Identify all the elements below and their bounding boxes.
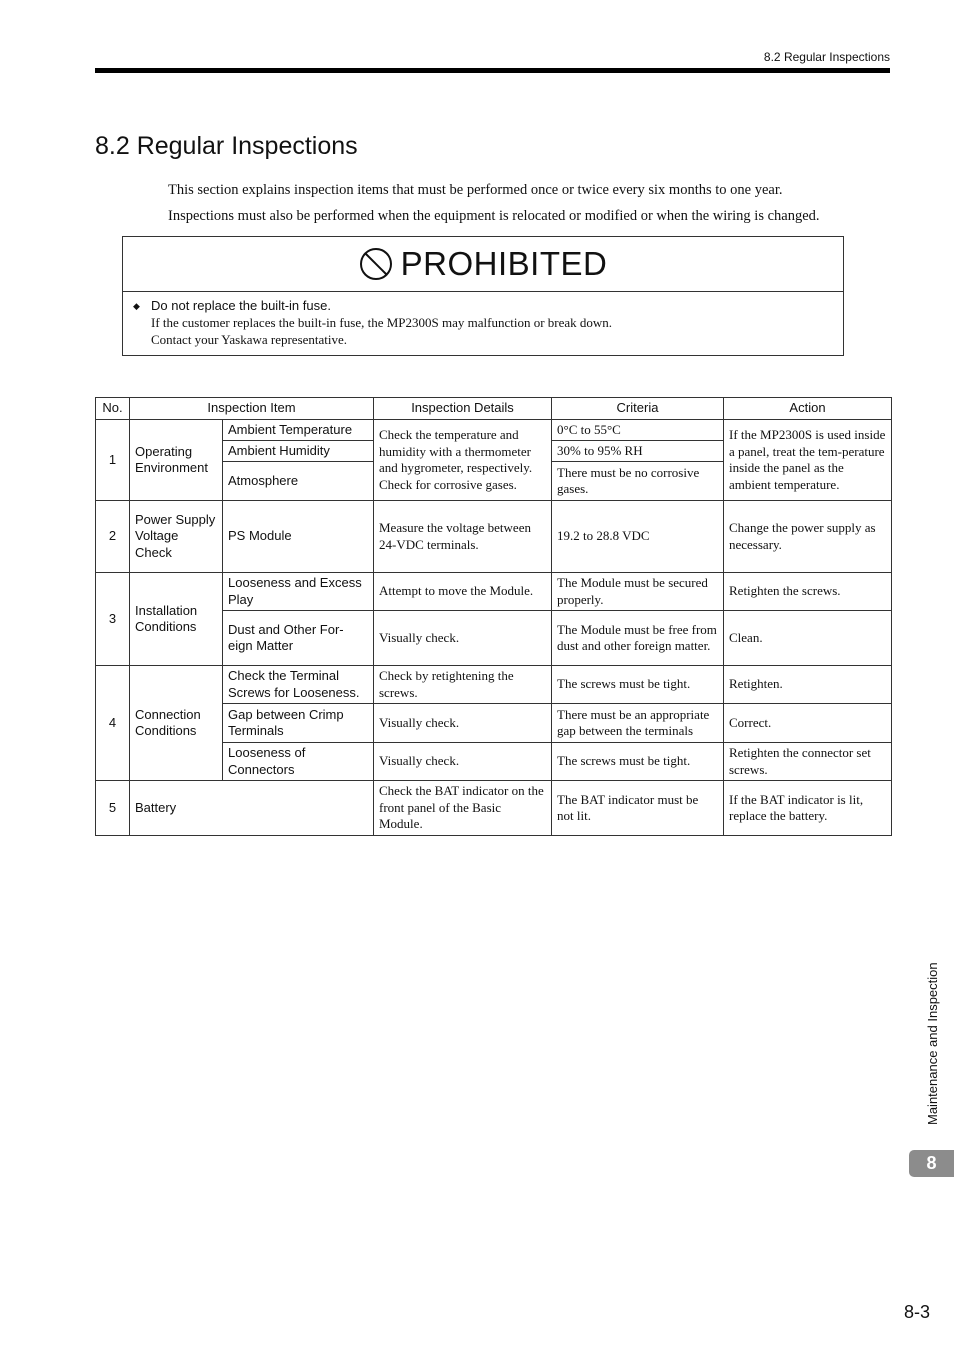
inspection-subitem: Dust and Other For-eign Matter bbox=[223, 611, 374, 666]
inspection-details: Visually check. bbox=[374, 704, 552, 743]
intro-paragraph-2: Inspections must also be performed when the equipment is relocated or modified or when the wiring is changed. bbox=[168, 208, 820, 224]
col-header-inspection-details: Inspection Details bbox=[374, 398, 552, 420]
inspection-subitem: Looseness and Excess Play bbox=[223, 573, 374, 611]
criteria: The screws must be tight. bbox=[552, 743, 724, 781]
action: Retighten the screws. bbox=[724, 573, 892, 611]
criteria: 30% to 95% RH bbox=[552, 441, 724, 462]
inspection-subitem: Gap between Crimp Terminals bbox=[223, 704, 374, 743]
inspection-details: Visually check. bbox=[374, 743, 552, 781]
chapter-tab: 8 bbox=[909, 1150, 954, 1177]
col-header-inspection-item: Inspection Item bbox=[130, 398, 374, 420]
criteria: The Module must be secured properly. bbox=[552, 573, 724, 611]
prohibited-body bbox=[123, 292, 843, 348]
intro-paragraph-1: This section explains inspection items that must be performed once or twice every six months to one year. bbox=[168, 182, 783, 198]
criteria: The Module must be free from dust and other foreign matter. bbox=[552, 611, 724, 666]
row-number: 4 bbox=[96, 666, 130, 781]
criteria: 0°C to 55°C bbox=[552, 420, 724, 441]
inspection-table bbox=[95, 397, 892, 836]
action: If the MP2300S is used inside a panel, treat the tem-perature inside the panel as the ambient temperature. bbox=[724, 420, 892, 501]
inspection-subitem: Atmosphere bbox=[223, 462, 374, 501]
col-header-action: Action bbox=[724, 398, 892, 420]
action: Retighten. bbox=[724, 666, 892, 704]
action: Retighten the connector set screws. bbox=[724, 743, 892, 781]
action: Clean. bbox=[724, 611, 892, 666]
criteria: The screws must be tight. bbox=[552, 666, 724, 704]
section-title: 8.2 Regular Inspections bbox=[95, 132, 358, 160]
prohibited-detail-1: If the customer replaces the built-in fuse, the MP2300S may malfunction or break down. bbox=[151, 315, 613, 330]
prohibited-title: PROHIBITED bbox=[400, 245, 608, 282]
prohibited-icon bbox=[359, 247, 393, 281]
inspection-details: Check the temperature and humidity with a thermometer and hygrometer, respectively. Check for corrosive gases. bbox=[374, 420, 552, 501]
inspection-subitem: Ambient Humidity bbox=[223, 441, 374, 462]
prohibited-bullet: Do not replace the built-in fuse. bbox=[151, 298, 331, 313]
page-number: 8-3 bbox=[903, 1302, 930, 1322]
inspection-details: Check by retightening the screws. bbox=[374, 666, 552, 704]
row-number: 3 bbox=[96, 573, 130, 666]
criteria: There must be an appropriate gap between the terminals bbox=[552, 704, 724, 743]
row-number: 5 bbox=[96, 781, 130, 836]
inspection-details: Attempt to move the Module. bbox=[374, 573, 552, 611]
table-row bbox=[96, 781, 892, 836]
action: If the BAT indicator is lit, replace the battery. bbox=[724, 781, 892, 836]
inspection-subitem: Check the Terminal Screws for Looseness. bbox=[223, 666, 374, 704]
prohibited-notice bbox=[122, 236, 844, 356]
inspection-details: Measure the voltage between 24-VDC terminals. bbox=[374, 501, 552, 573]
prohibited-header bbox=[123, 237, 843, 292]
header-rule bbox=[95, 68, 890, 73]
inspection-details: Visually check. bbox=[374, 611, 552, 666]
row-number: 1 bbox=[96, 420, 130, 501]
criteria: 19.2 to 28.8 VDC bbox=[552, 501, 724, 573]
inspection-details: Check the BAT indicator on the front panel of the Basic Module. bbox=[374, 781, 552, 836]
criteria: There must be no corrosive gases. bbox=[552, 462, 724, 501]
inspection-subitem: Ambient Temperature bbox=[223, 420, 374, 441]
inspection-item: Installation Conditions bbox=[130, 573, 223, 666]
action: Change the power supply as necessary. bbox=[724, 501, 892, 573]
table-row bbox=[96, 573, 892, 611]
table-row bbox=[96, 420, 892, 441]
inspection-subitem: PS Module bbox=[223, 501, 374, 573]
inspection-item: Battery bbox=[130, 781, 374, 836]
inspection-subitem: Looseness of Connectors bbox=[223, 743, 374, 781]
row-number: 2 bbox=[96, 501, 130, 573]
col-header-criteria: Criteria bbox=[552, 398, 724, 420]
chapter-side-label: Maintenance and Inspection bbox=[925, 962, 940, 1125]
table-header-row bbox=[96, 398, 892, 420]
criteria: The BAT indicator must be not lit. bbox=[552, 781, 724, 836]
inspection-item: Connection Conditions bbox=[130, 666, 223, 781]
running-header: 8.2 Regular Inspections bbox=[763, 50, 890, 64]
table-row bbox=[96, 666, 892, 704]
prohibited-detail-2: Contact your Yaskawa representative. bbox=[151, 332, 348, 347]
action: Correct. bbox=[724, 704, 892, 743]
inspection-item: Operating Environment bbox=[130, 420, 223, 501]
col-header-no: No. bbox=[96, 398, 130, 420]
table-row bbox=[96, 501, 892, 573]
diamond-bullet-icon: ◆ bbox=[133, 301, 140, 311]
inspection-item: Power Supply Voltage Check bbox=[130, 501, 223, 573]
